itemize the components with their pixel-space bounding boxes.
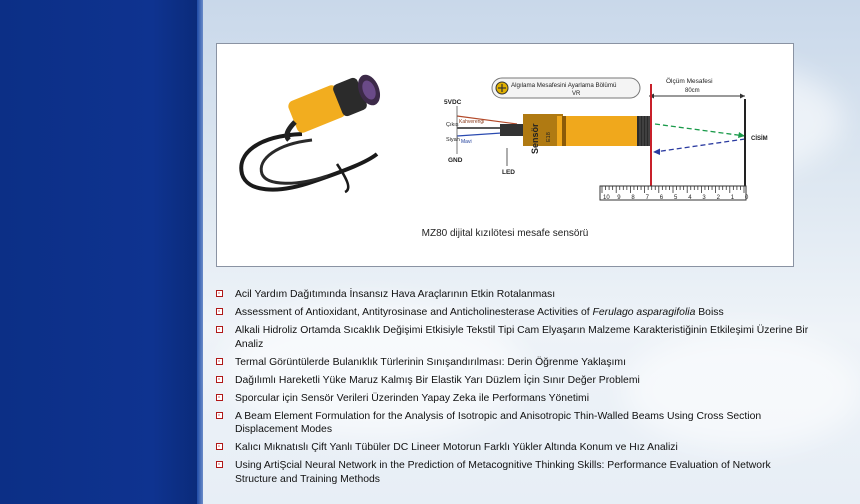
adjust-label: Algılama Mesafesini Ayarlama Bölümü [511, 82, 617, 89]
ruler-number: 0 [745, 195, 749, 201]
ruler-number: 1 [730, 195, 735, 201]
e18-label: E18 [546, 132, 552, 142]
ruler-number: 3 [702, 195, 706, 201]
ruler-number: 5 [674, 195, 678, 201]
ruler-number: 9 [617, 195, 621, 201]
siyah-label: Siyah [446, 137, 460, 143]
checkbox-bullet-icon [216, 308, 223, 315]
sensor-photo [241, 71, 384, 192]
checkbox-bullet-icon [216, 376, 223, 383]
ruler-number: 8 [631, 195, 635, 201]
5vdc-label: 5VDC [444, 99, 462, 106]
checkbox-bullet-icon [216, 358, 223, 365]
led-label: LED [502, 169, 515, 176]
cikis-label: Çıkış [446, 122, 459, 128]
checkbox-bullet-icon [216, 290, 223, 297]
sensor-illustration [217, 44, 793, 224]
article-title: Assessment of Antioxidant, Antityrosinase and Anticholinesterase Activities of [235, 307, 593, 318]
ruler-number: 7 [645, 195, 649, 201]
cisim-label: CİSİM [751, 136, 768, 142]
ruler-number: 10 [603, 195, 610, 201]
vr-label: VR [572, 91, 581, 97]
checkbox-bullet-icon [216, 326, 223, 333]
measure-value: 80cm [685, 88, 700, 94]
article-title: Using ArtiŞcial Neural Network in the Prediction of Metacognitive Thinking Skills: Performance Evaluation of Network Structure and Training Methods [235, 460, 771, 485]
article-item[interactable] [215, 459, 815, 486]
figure-caption: MZ80 dijital kızılötesi mesafe sensörü [421, 228, 589, 239]
article-title: Kalıcı Mıknatıslı Çift Yanlı Tübüler DC Lineer Motorun Farklı Yükler Altında Konum ve Hız Analizi [235, 442, 678, 453]
article-item[interactable] [215, 392, 815, 406]
article-item[interactable] [215, 441, 815, 455]
checkbox-bullet-icon [216, 412, 223, 419]
article-title: A Beam Element Formulation for the Analysis of Isotropic and Anisotropic Thin-Walled Beams Using Cross Section Displacement Modes [235, 410, 762, 435]
kahverengi-label: Kahverengi [459, 119, 485, 125]
sensor-word: Sensör [530, 123, 540, 154]
article-item[interactable] [215, 374, 815, 388]
article-item[interactable] [215, 288, 815, 302]
ruler-number: 4 [688, 195, 692, 201]
article-item[interactable] [215, 306, 815, 320]
measure-label: Ölçüm Mesafesi [666, 78, 713, 85]
article-title: Alkali Hidroliz Ortamda Sıcaklık Değişimi Etkisiyle Tekstil Tipi Cam Elyaşarın Malzeme Karakteristiğinin Etkileşimi Üzerine Bir Analiz [235, 325, 809, 350]
left-sidebar-band [0, 0, 203, 504]
article-title-tail: Boiss [695, 307, 724, 318]
article-item[interactable] [215, 356, 815, 370]
sensor-diagram [444, 77, 768, 201]
article-title: Acil Yardım Dağıtımında İnsansız Hava Araçlarının Etkin Rotalanması [235, 289, 556, 300]
article-title: Dağılımlı Hareketli Yüke Maruz Kalmış Bir Elastik Yarı Düzlem İçin Sınır Değer Problemi [235, 374, 640, 386]
article-title: Termal Görüntülerde Bulanıklık Türlerinin Sınışandırılması: Derin Öğrenme Yaklaşımı [235, 356, 626, 368]
gnd-label: GND [448, 157, 463, 164]
article-item[interactable] [215, 324, 815, 351]
sensor-figure [216, 43, 794, 267]
ruler-number: 2 [716, 195, 720, 201]
article-title: Sporcular için Sensör Verileri Üzerinden Yapay Zeka ile Performans Yönetimi [235, 392, 590, 404]
article-title-italic: Ferulago asparagifolia [592, 307, 696, 318]
ruler-number: 6 [659, 195, 664, 201]
checkbox-bullet-icon [216, 394, 223, 401]
checkbox-bullet-icon [216, 443, 223, 450]
mavi-label: Mavi [461, 139, 472, 145]
checkbox-bullet-icon [216, 461, 223, 468]
article-item[interactable] [215, 410, 815, 437]
article-list [215, 288, 815, 491]
